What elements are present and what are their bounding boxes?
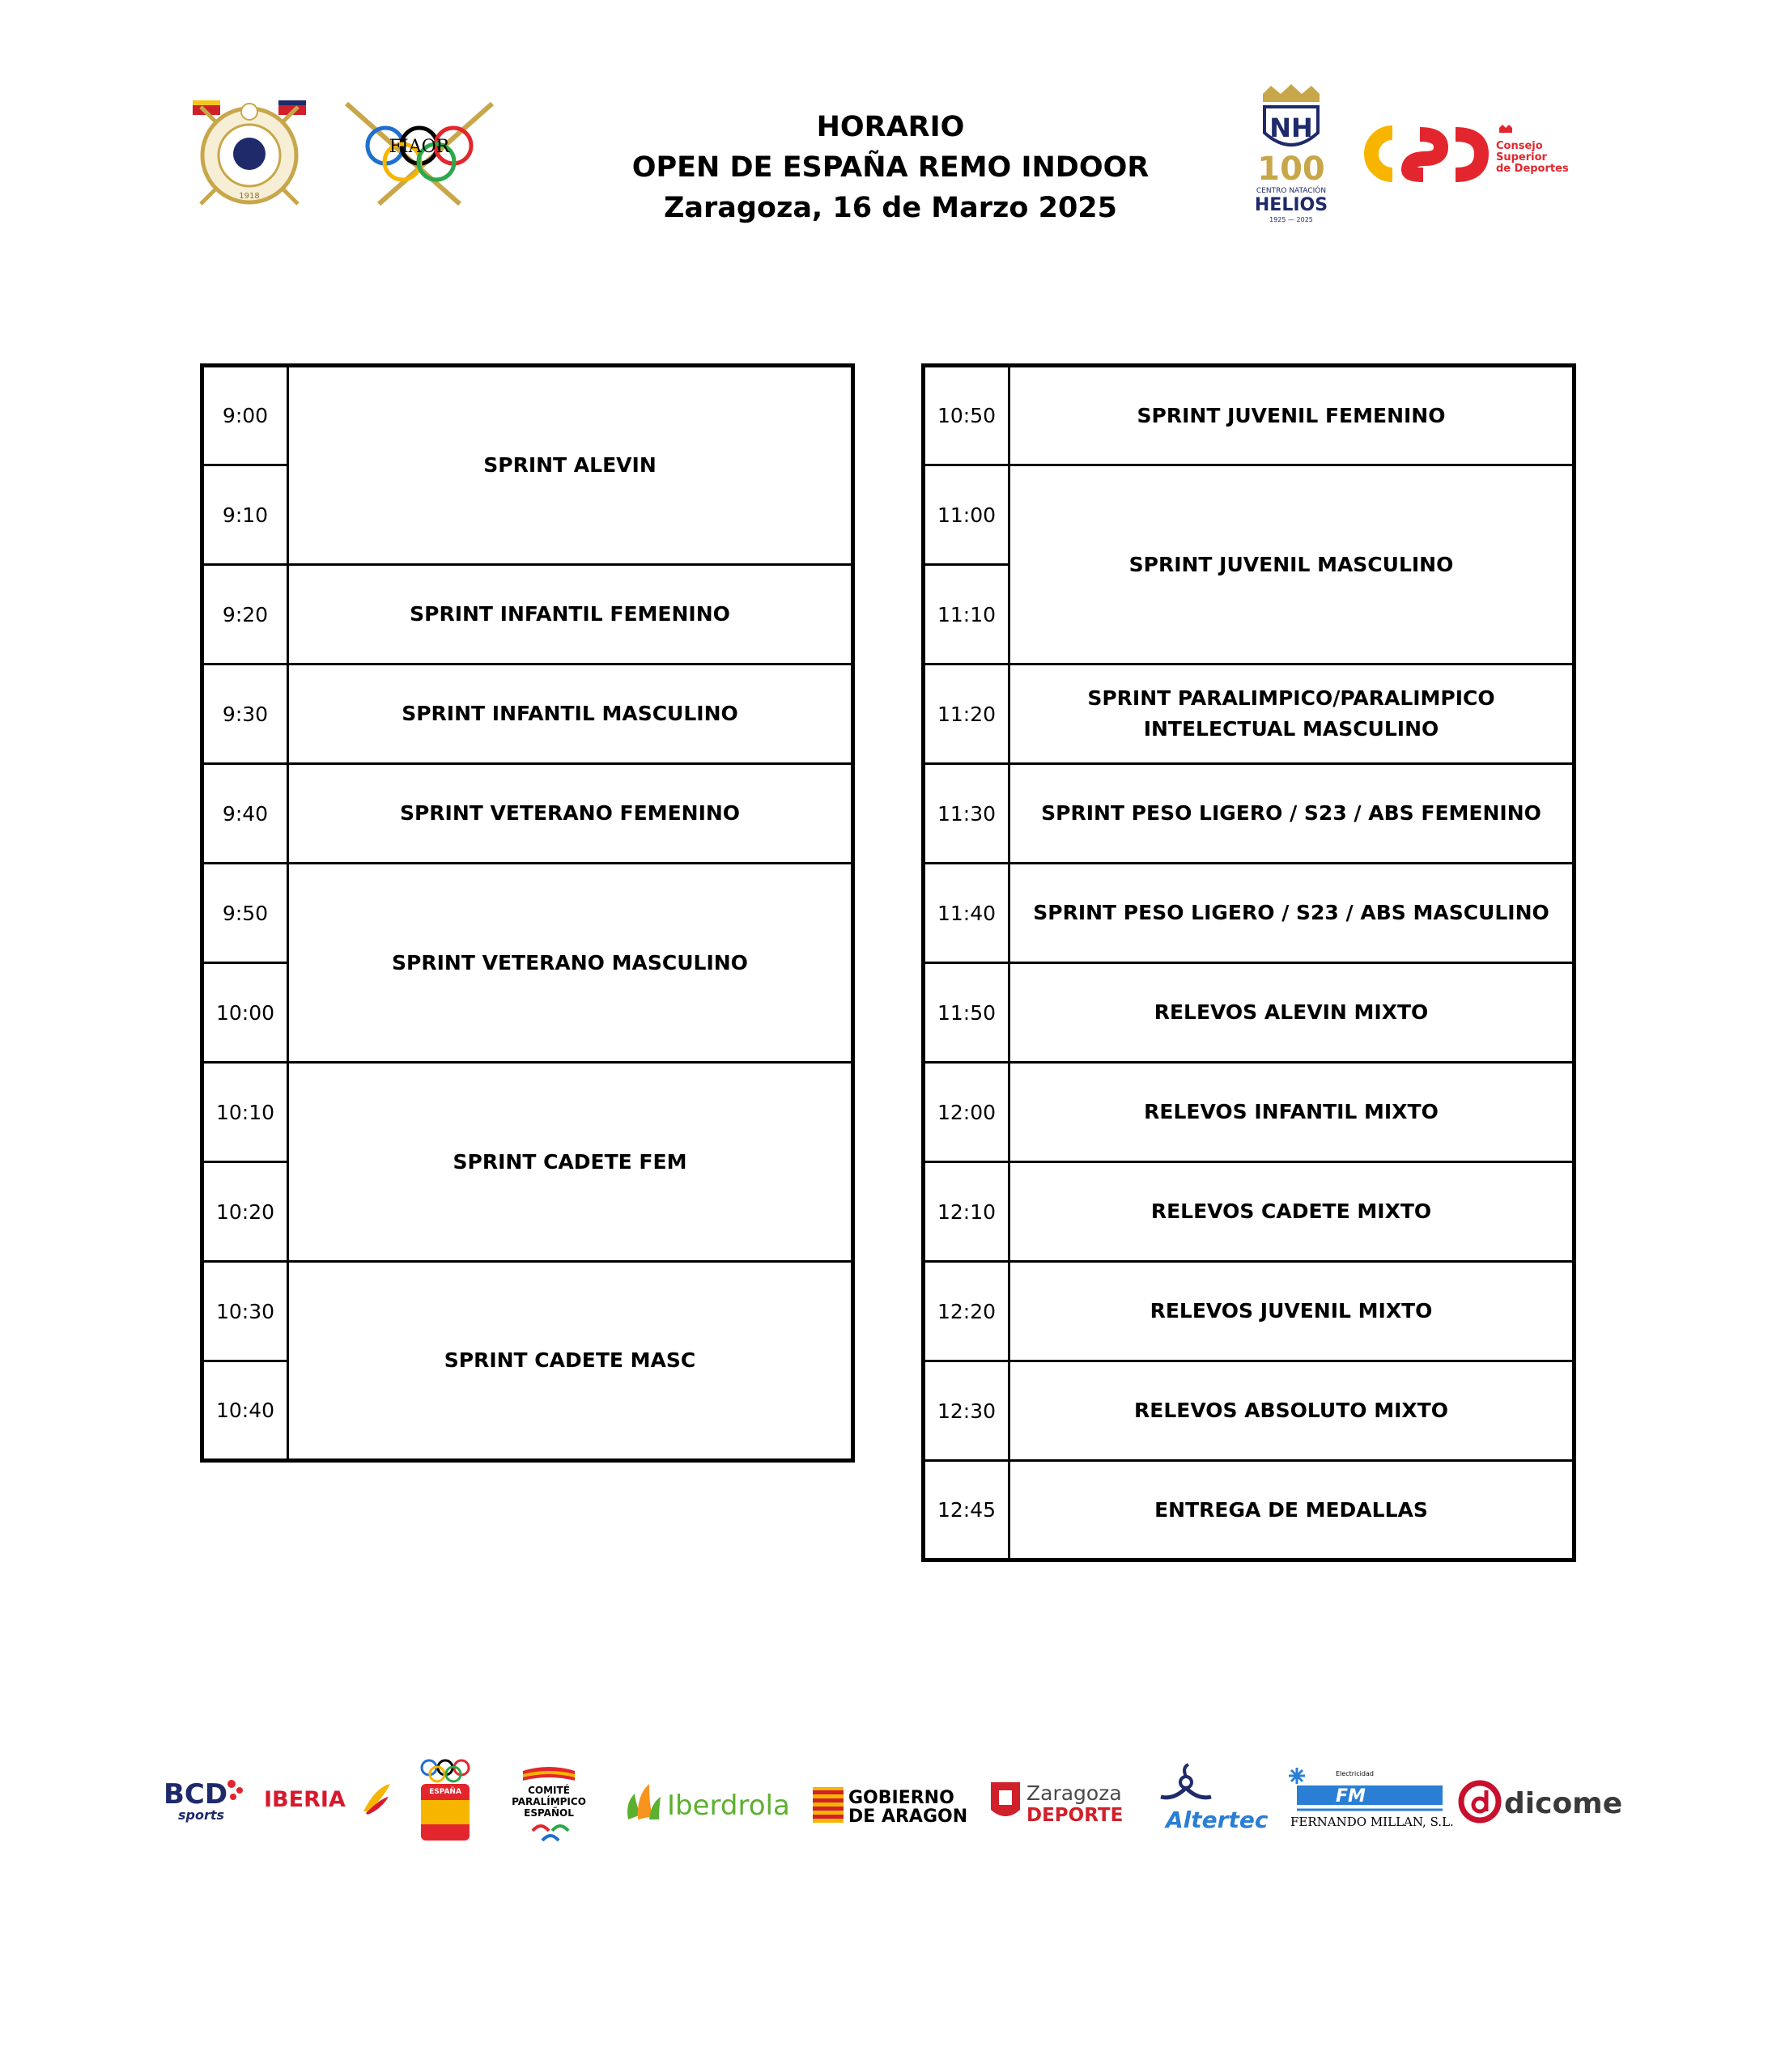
svg-text:Zaragoza: Zaragoza [1026,1781,1122,1805]
svg-text:PARALÍMPICO: PARALÍMPICO [512,1796,586,1807]
svg-text:HELIOS: HELIOS [1254,195,1328,215]
comite-olimpico-espanol-logo [413,1756,478,1842]
event-cell: SPRINT PARALIMPICO/PARALIMPICO INTELECTUAL MASCULINO [1009,664,1575,764]
schedule-row [924,764,1575,864]
event-cell: SPRINT JUVENIL FEMENINO [1009,366,1575,465]
gobierno-de-aragon-logo [811,1782,973,1828]
time-cell: 9:00 [202,366,288,465]
consejo-superior-deportes-logo [1360,123,1569,188]
schedule-row [202,1262,853,1361]
sponsors-strip [154,1756,1627,1862]
time-cell: 11:40 [924,864,1009,963]
schedule-row [924,664,1575,764]
svg-text:CENTRO NATACIÓN: CENTRO NATACIÓN [1256,187,1327,195]
schedule-row [924,864,1575,963]
svg-text:COMITÉ: COMITÉ [528,1785,570,1796]
dicome-logo [1457,1777,1623,1826]
svg-text:IBERIA: IBERIA [264,1787,346,1812]
svg-text:1918: 1918 [239,192,260,201]
event-cell: SPRINT VETERANO MASCULINO [288,864,853,1063]
event-cell: RELEVOS INFANTIL MIXTO [1009,1063,1575,1162]
time-cell: 9:30 [202,664,288,764]
schedule-row [924,1361,1575,1461]
svg-text:sports: sports [178,1807,225,1823]
event-cell: SPRINT CADETE FEM [288,1063,853,1262]
time-cell: 10:50 [924,366,1009,465]
event-name: OPEN DE ESPAÑA REMO INDOOR [631,151,1150,184]
time-cell: 12:00 [924,1063,1009,1162]
schedule-row [202,1063,853,1162]
time-cell: 11:00 [924,465,1009,565]
svg-text:DE ARAGON: DE ARAGON [848,1807,968,1827]
schedule-row [924,465,1575,565]
schedule-table-left [200,363,855,1463]
schedule-row [924,1262,1575,1361]
event-cell: SPRINT JUVENIL MASCULINO [1009,465,1575,664]
federacion-espanola-remo-logo [185,91,314,212]
bcd-sports-logo [160,1771,249,1836]
time-cell: 12:30 [924,1361,1009,1461]
schedule-row [924,1162,1575,1262]
event-cell: SPRINT VETERANO FEMENINO [288,764,853,864]
time-cell: 10:20 [202,1162,288,1262]
time-cell: 10:00 [202,963,288,1063]
time-cell: 11:30 [924,764,1009,864]
time-cell: 11:50 [924,963,1009,1063]
svg-text:FERNANDO MILLAN, S.L.: FERNANDO MILLAN, S.L. [1290,1815,1454,1829]
event-cell: SPRINT INFANTIL MASCULINO [288,664,853,764]
event-cell: RELEVOS ALEVIN MIXTO [1009,963,1575,1063]
svg-text:DEPORTE: DEPORTE [1026,1805,1124,1826]
time-cell: 9:10 [202,465,288,565]
svg-text:FM: FM [1336,1786,1366,1807]
svg-text:100: 100 [1257,151,1325,188]
event-cell: SPRINT CADETE MASC [288,1262,853,1461]
page-header [583,107,1198,228]
svg-text:NH: NH [1269,113,1313,143]
schedule-row [924,366,1575,465]
schedule-row [202,366,853,465]
svg-text:1925 — 2025: 1925 — 2025 [1269,216,1313,223]
svg-text:GOBIERNO: GOBIERNO [848,1788,954,1808]
event-cell: SPRINT PESO LIGERO / S23 / ABS MASCULINO [1009,864,1575,963]
time-cell: 12:20 [924,1262,1009,1361]
event-cell: RELEVOS JUVENIL MIXTO [1009,1262,1575,1361]
event-cell: RELEVOS ABSOLUTO MIXTO [1009,1361,1575,1461]
time-cell: 9:20 [202,565,288,664]
cn-helios-100-logo [1247,84,1336,226]
event-cell: SPRINT ALEVIN [288,366,853,565]
schedule-table-right [921,363,1576,1562]
zaragoza-deporte-logo [988,1777,1133,1828]
time-cell: 10:40 [202,1361,288,1461]
schedule-row [924,963,1575,1063]
svg-text:Iberdrola: Iberdrola [667,1790,790,1822]
time-cell: 9:40 [202,764,288,864]
svg-text:ESPAÑOL: ESPAÑOL [524,1807,574,1819]
schedule-row [202,764,853,864]
page-title: HORARIO [816,111,965,143]
comite-paralimpico-espanol-logo [508,1763,589,1852]
fiaor-logo [338,97,500,210]
event-cell: SPRINT INFANTIL FEMENINO [288,565,853,664]
iberdrola-logo [623,1779,793,1828]
event-cell: ENTREGA DE MEDALLAS [1009,1461,1575,1560]
time-cell: 10:10 [202,1063,288,1162]
svg-text:BCD: BCD [164,1778,228,1811]
svg-text:Consejo: Consejo [1496,140,1543,152]
schedule-row [202,664,853,764]
schedule-row [924,1063,1575,1162]
time-cell: 11:20 [924,664,1009,764]
altertec-logo [1150,1764,1271,1837]
svg-text:Altertec: Altertec [1166,1807,1269,1833]
svg-text:dicome: dicome [1504,1787,1623,1820]
schedule-row [924,1461,1575,1560]
svg-text:ESPAÑA: ESPAÑA [429,1788,461,1796]
event-cell: RELEVOS CADETE MIXTO [1009,1162,1575,1262]
event-cell: SPRINT PESO LIGERO / S23 / ABS FEMENINO [1009,764,1575,864]
event-date: Zaragoza, 16 de Marzo 2025 [663,192,1118,224]
time-cell: 9:50 [202,864,288,963]
time-cell: 11:10 [924,565,1009,664]
svg-text:Superior: Superior [1496,151,1547,163]
fernando-millan-logo [1287,1764,1454,1837]
iberia-logo [262,1779,392,1819]
time-cell: 12:45 [924,1461,1009,1560]
svg-text:de Deportes: de Deportes [1496,163,1569,175]
time-cell: 10:30 [202,1262,288,1361]
svg-text:Electricidad: Electricidad [1336,1770,1374,1777]
schedule-row [202,864,853,963]
svg-text:FIAOR: FIAOR [389,137,450,157]
schedule-row [202,565,853,664]
time-cell: 12:10 [924,1162,1009,1262]
